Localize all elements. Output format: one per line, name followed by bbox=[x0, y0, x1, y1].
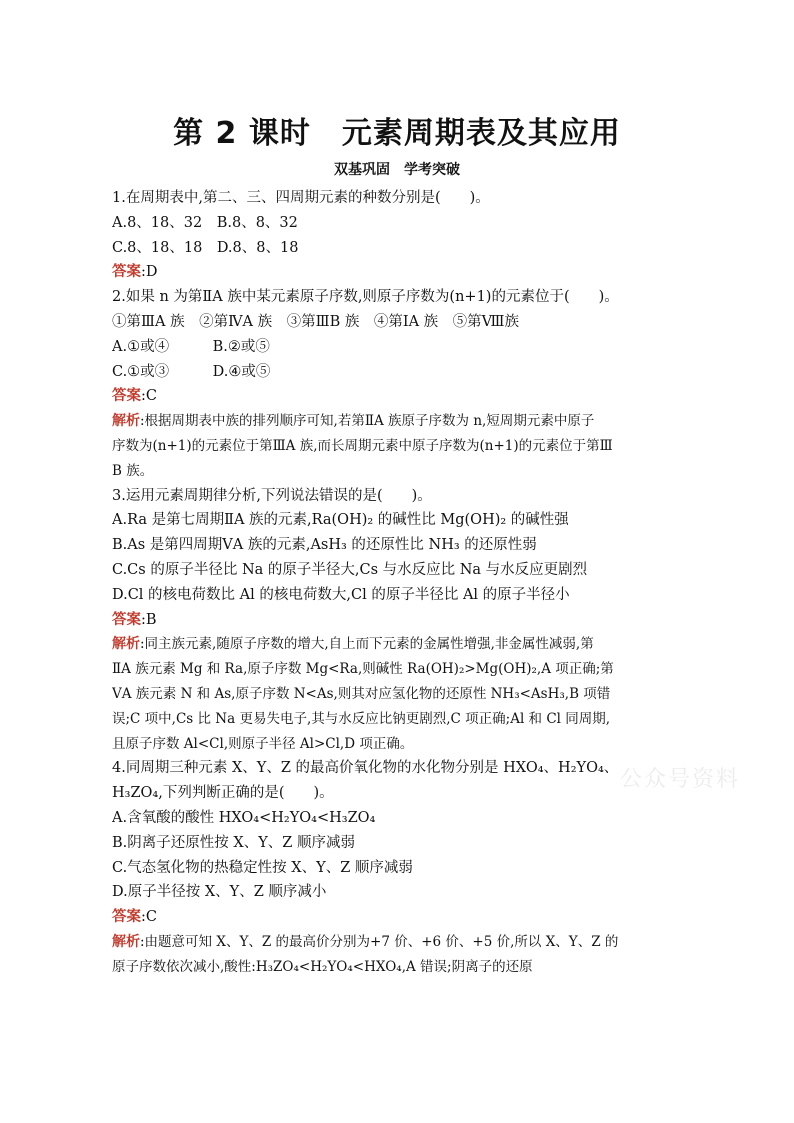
q3-answer: :B bbox=[141, 611, 157, 628]
answer-label: 答案 bbox=[112, 264, 141, 281]
q4-explanation-line-2: 原子序数依次减小,酸性:H₃ZO₄<H₂YO₄<HXO₄,A 错误;阴离子的还原 bbox=[112, 958, 533, 975]
q2-answer-line bbox=[112, 384, 684, 409]
answer-label: 答案 bbox=[112, 388, 141, 405]
q2-answer: :C bbox=[141, 388, 157, 405]
answer-label: 答案 bbox=[112, 611, 141, 628]
q3-answer-line bbox=[112, 608, 684, 633]
q4-explanation-line-1: 解析:由题意可知 X、Y、Z 的最高价分别为+7 价、+6 价、+5 价,所以 X、Y、Z 的 bbox=[112, 933, 619, 950]
section-subtitle: 双基巩固 学考突破 bbox=[334, 162, 460, 178]
q2-explanation-line-2: 序数为(n+1)的元素位于第ⅢA 族,而长周期元素中原子序数为(n+1)的元素位于第Ⅲ bbox=[112, 437, 613, 454]
q3-explanation-line-3: ⅤA 族元素 N 和 As,原子序数 N<As,则其对应氢化物的还原性 NH₃<AsH₃,B 项错 bbox=[112, 685, 611, 702]
q2-explanation-line-3: B 族。 bbox=[112, 462, 154, 479]
q2-stem: 2.如果 n 为第ⅡA 族中某元素原子序数,则原子序数为(n+1)的元素位于( )。 bbox=[112, 289, 619, 306]
q3-option-a: A.Ra 是第七周期ⅡA 族的元素,Ra(OH)₂ 的碱性比 Mg(OH)₂ 的碱性强 bbox=[112, 512, 569, 529]
q1-answer-line bbox=[112, 260, 684, 285]
q4-option-d: D.原子半径按 X、Y、Z 顺序减小 bbox=[112, 884, 327, 901]
question-list bbox=[112, 186, 684, 980]
q3-option-d: D.Cl 的核电荷数比 Al 的核电荷数大,Cl 的原子半径比 Al 的原子半径小 bbox=[112, 586, 570, 603]
q2-options-ab: A.①或④ B.②或⑤ bbox=[112, 338, 270, 355]
q3-explanation-line-5: 且原子序数 Al<Cl,则原子半径 Al>Cl,D 项正确。 bbox=[112, 735, 414, 752]
q1-answer: :D bbox=[141, 264, 158, 281]
explanation-label: 解析 bbox=[112, 636, 140, 653]
q3-explanation-line-2: ⅡA 族元素 Mg 和 Ra,原子序数 Mg<Ra,则碱性 Ra(OH)₂>Mg(OH)₂,A 项正确;第 bbox=[112, 661, 614, 678]
q4-stem-line-1: 4.同周期三种元素 X、Y、Z 的最高价氧化物的水化物分别是 HXO₄、H₂YO₄、 bbox=[112, 760, 619, 777]
q3-option-b: B.As 是第四周期ⅤA 族的元素,AsH₃ 的还原性比 NH₃ 的还原性弱 bbox=[112, 537, 537, 554]
q4-option-a: A.含氧酸的酸性 HXO₄<H₂YO₄<H₃ZO₄ bbox=[112, 809, 376, 826]
q3-explanation-line-4: 误;C 项中,Cs 比 Na 更易失电子,其与水反应比钠更剧烈,C 项正确;Al 和 Cl 同周期, bbox=[112, 710, 611, 727]
q4-option-b: B.阴离子还原性按 X、Y、Z 顺序减弱 bbox=[112, 834, 355, 851]
watermark: 公众号资料 bbox=[620, 767, 741, 792]
q1-options-cd: C.8、18、18 D.8、8、18 bbox=[112, 239, 299, 256]
q1-stem: 1.在周期表中,第二、三、四周期元素的种数分别是( )。 bbox=[112, 190, 490, 206]
q4-option-c: C.气态氢化物的热稳定性按 X、Y、Z 顺序减弱 bbox=[112, 859, 413, 876]
q2-options-cd: C.①或③ D.④或⑤ bbox=[112, 363, 271, 380]
q2-items: ①第ⅢA 族 ②第ⅣA 族 ③第ⅢB 族 ④第ⅠA 族 ⑤第Ⅷ族 bbox=[112, 313, 520, 330]
explanation-label: 解析 bbox=[112, 413, 140, 430]
explanation-label: 解析 bbox=[112, 933, 140, 950]
answer-label: 答案 bbox=[112, 909, 141, 926]
q2-explanation-line-1: 解析:根据周期表中族的排列顺序可知,若第ⅡA 族原子序数为 n,短周期元素中原子 bbox=[112, 413, 595, 430]
q1-options-ab: A.8、18、32 B.8、8、32 bbox=[112, 214, 298, 231]
q4-answer: :C bbox=[141, 909, 157, 926]
q4-stem-line-2: H₃ZO₄,下列判断正确的是( )。 bbox=[112, 785, 334, 802]
q3-stem: 3.运用元素周期律分析,下列说法错误的是( )。 bbox=[112, 487, 432, 504]
page-title: 第 2 课时 元素周期表及其应用 bbox=[173, 116, 621, 151]
q3-option-c: C.Cs 的原子半径比 Na 的原子半径大,Cs 与水反应比 Na 与水反应更剧烈 bbox=[112, 561, 588, 578]
q3-explanation-line-1: 解析:同主族元素,随原子序数的增大,自上而下元素的金属性增强,非金属性减弱,第 bbox=[112, 636, 594, 653]
q4-answer-line bbox=[112, 905, 684, 930]
